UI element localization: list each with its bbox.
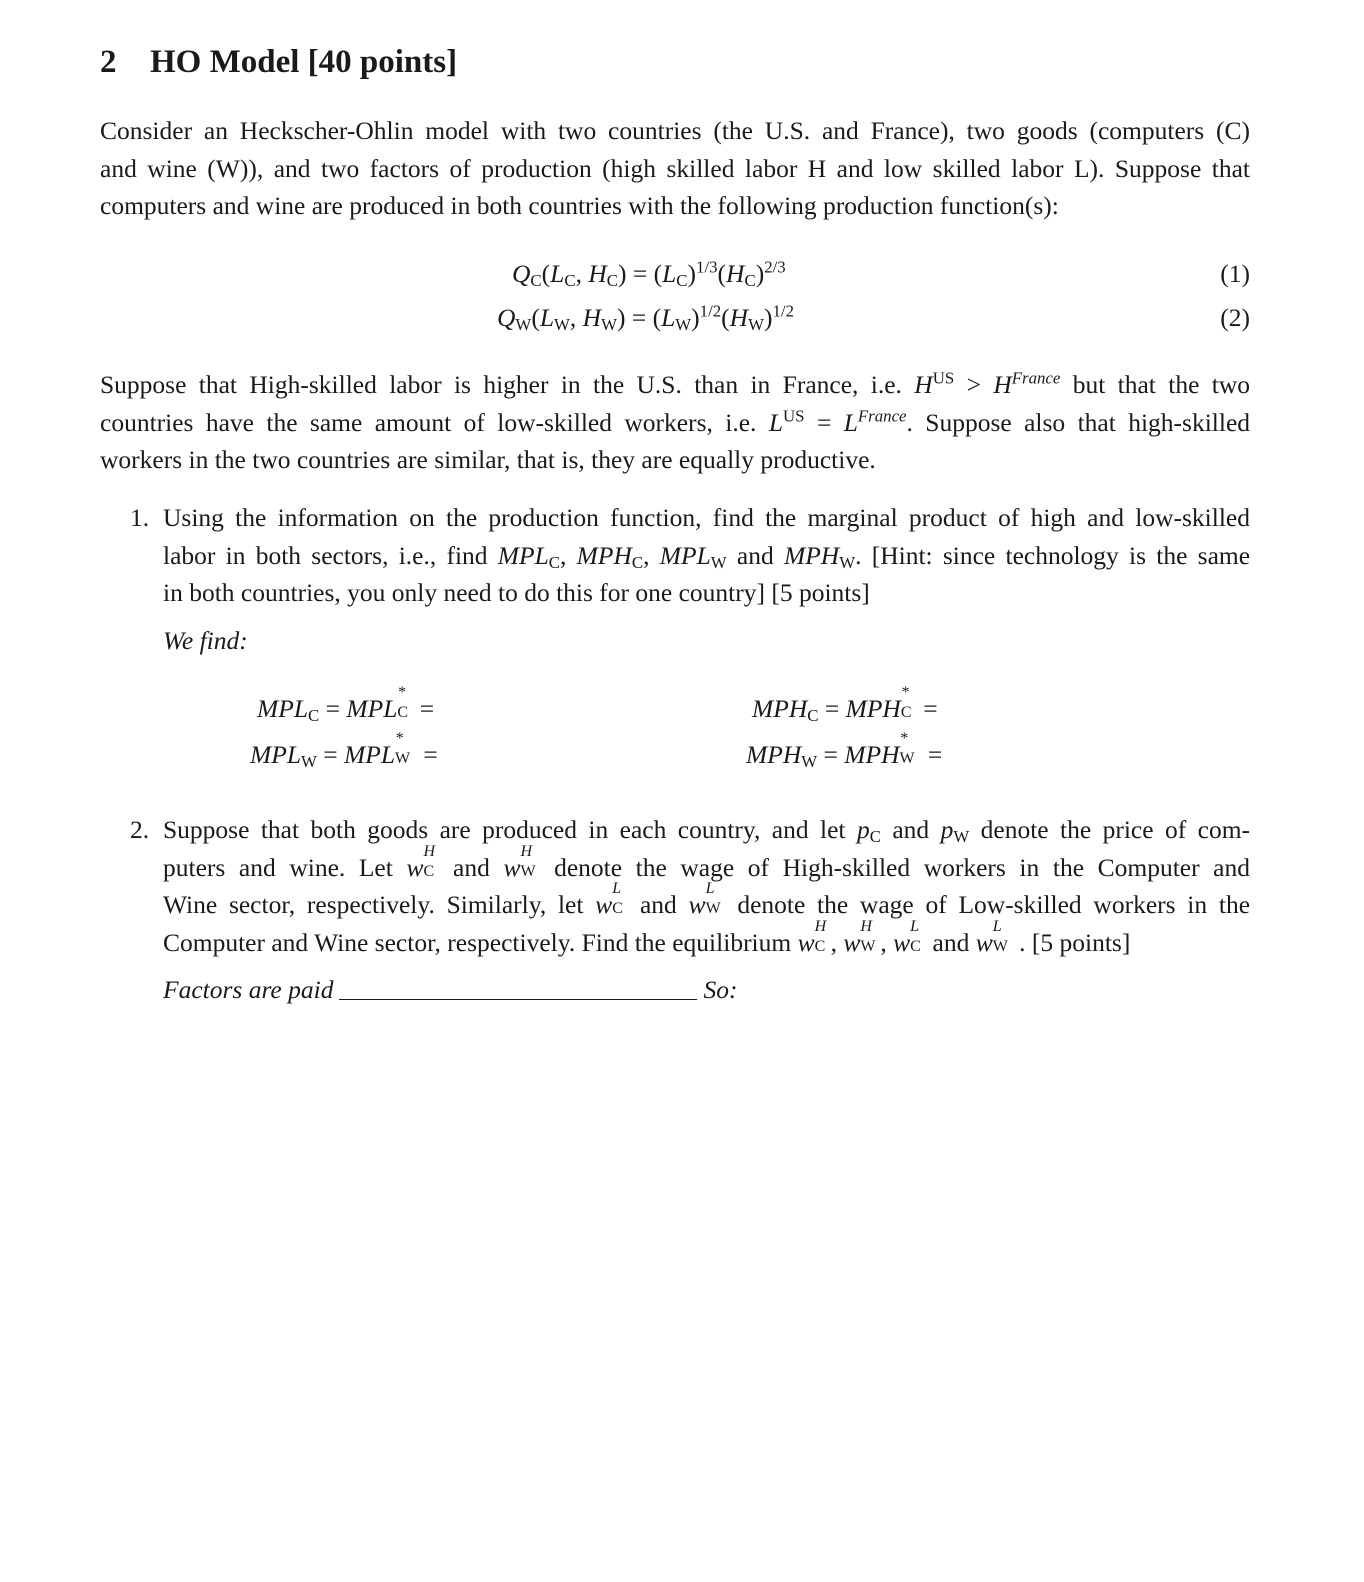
equation-1: $Q_C(L_C$, $H_C) = (L_C)^{1/3}(H_C)^{2/3}$ — [512, 257, 786, 291]
mph-wine: $MPH_W$ = MPH * W = — [746, 730, 943, 772]
assumption-line-2: countries have the same amount of low-skilled workers, i.e. $L^{US} = L^{France}$. Suppose also that high-skilled — [100, 405, 1251, 437]
section-number: 2 — [100, 44, 117, 80]
assumption-line-1: Suppose that High-skilled labor is higher in the U.S. than in France, i.e. $H^{US} > H^{France}$ but that the two — [100, 368, 1250, 399]
mpl-computers: $MPL_C$ = MPL * C = — [257, 684, 435, 726]
question-1-line-3: in both countries, you only need to do this for one country] [5 points] — [163, 578, 870, 607]
assumption-paragraph — [100, 366, 1250, 479]
we-find-label: We find: — [163, 625, 248, 655]
question-2-line-2: puters and wine. Let w H C and w H W denote the wage of High-skilled workers in the Computer and — [163, 842, 1251, 882]
question-1-line-1: Using the information on the production function, find the marginal product of high and low-skilled — [163, 503, 1250, 532]
section-heading — [100, 38, 457, 86]
equation-2: $Q_W(L_W$, $H_W) = (L_W)^{1/2}(H_W)^{1/2}$ — [497, 301, 794, 335]
answer-blank[interactable] — [339, 975, 697, 1000]
section-title: HO Model [40 points] — [150, 44, 458, 80]
factors-paid-line: Factors are paid So: — [163, 975, 738, 1004]
equation-2-label: (2) — [1220, 303, 1250, 332]
intro-line-3: computers and wine are produced in both countries with the following production function(s): — [100, 191, 1059, 220]
question-2-line-1: Suppose that both goods are produced in each country, and let $p_C$ and $p_W$ denote the price of com- — [163, 815, 1251, 847]
intro-line-1: Consider an Heckscher-Ohlin model with two countries (the U.S. and France), two goods (computers (C) — [100, 116, 1250, 145]
question-1-line-2: labor in both sectors, i.e., find $MPL_C$, $MPH_C$, $MPL_W$ and $MPH_W$. [Hint: since technology is the same — [163, 540, 1251, 572]
equation-1-label: (1) — [1220, 259, 1250, 288]
mpl-wine: $MPL_W$ = MPL * W = — [250, 730, 438, 772]
assumption-line-3: workers in the two countries are similar, that is, they are equally productive. — [100, 445, 876, 474]
mph-computers: $MPH_C$ = MPH * C = — [752, 684, 938, 726]
question-2-marker: 2. — [130, 815, 150, 844]
question-1-marker: 1. — [130, 503, 150, 532]
question-2-line-4: Computer and Wine sector, respectively. Find the equilibrium w H C , w H W , w L C and w L W . [5 points] — [163, 917, 1131, 957]
intro-paragraph — [100, 112, 1250, 225]
question-2-line-3: Wine sector, respectively. Similarly, let w L C and w L W denote the wage of Low-skilled workers in the — [163, 880, 1251, 919]
intro-line-2: and wine (W)), and two factors of production (high skilled labor H and low skilled labor L). Suppose that — [100, 153, 1250, 183]
